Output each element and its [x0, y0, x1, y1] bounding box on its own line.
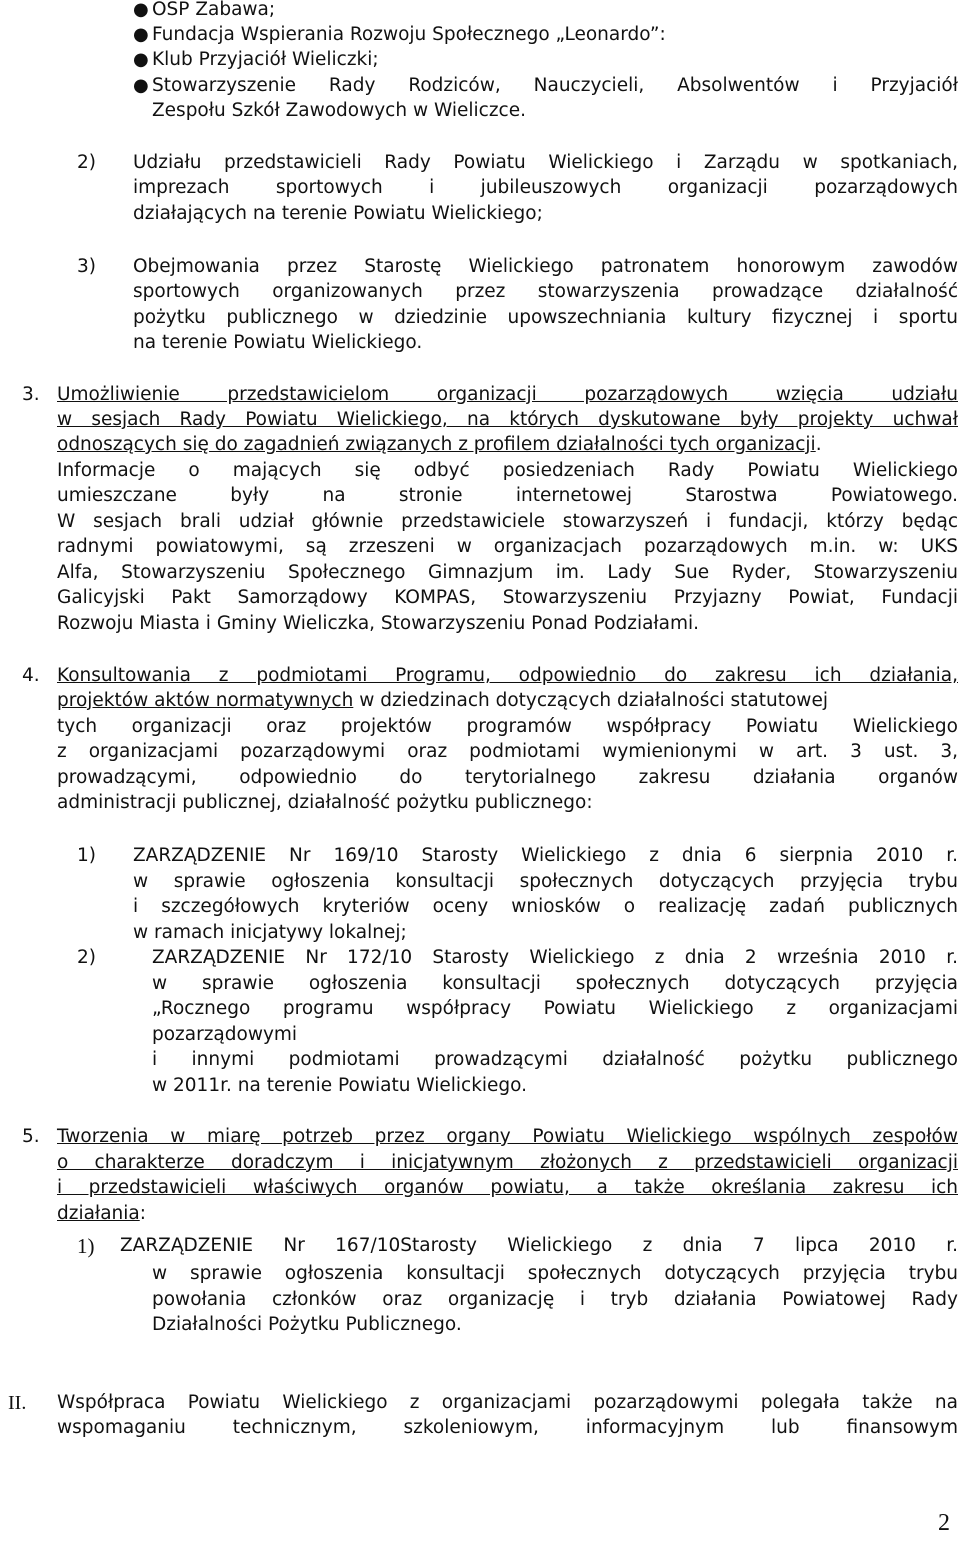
- paragraph-line: na terenie Powiatu Wielickiego.: [133, 332, 423, 353]
- paragraph-line: [57, 1201, 146, 1227]
- paragraph-line: umieszczane były na stronie internetowej Starostwa Powiatowego.: [57, 485, 958, 506]
- paragraph-line: Obejmowania przez Starostę Wielickiego patronatem honorowym zawodów: [133, 256, 958, 277]
- section-number: 4.: [22, 665, 40, 686]
- underlined-line: w sesjach Rady Powiatu Wielickiego, na których dyskutowane były projekty uchwał: [57, 409, 958, 430]
- underlined-text: działania: [57, 1203, 140, 1224]
- underlined-line: i przedstawicieli właściwych organów powiatu, a także określania zakresu ich: [57, 1177, 958, 1198]
- paragraph-line: radnymi powiatowymi, są zrzeszeni w organizacjach pozarządowych m.in. w: UKS: [57, 536, 958, 557]
- paragraph-line: sportowych organizowanych przez stowarzyszenia prowadzące działalność: [133, 281, 958, 302]
- list-item: OSP Zabawa;: [152, 0, 276, 20]
- bullet-icon: ●: [133, 24, 149, 45]
- paragraph-line: [57, 432, 822, 458]
- paragraph-line: Alfa, Stowarzyszeniu Społecznego Gimnazjum im. Lady Sue Ryder, Stowarzyszeniu: [57, 562, 958, 583]
- bullet-icon: ●: [133, 0, 149, 20]
- paragraph-line: prowadzącymi, odpowiednio do terytorialnego zakresu działania organów: [57, 767, 958, 788]
- paragraph-line: z organizacjami pozarządowymi oraz podmiotami wymienionymi w art. 3 ust. 3,: [57, 741, 958, 762]
- underlined-line: Konsultowania z podmiotami Programu, odpowiednio do zakresu ich działania,: [57, 665, 958, 686]
- paragraph-line: pozarządowymi: [152, 1024, 298, 1045]
- paragraph-line: administracji publicznej, działalność pożytku publicznego:: [57, 792, 593, 813]
- punctuation: :: [139, 1203, 146, 1224]
- section-number: II.: [8, 1392, 27, 1414]
- paragraph-line: działających na terenie Powiatu Wielickiego;: [133, 203, 543, 224]
- underlined-text: projektów aktów normatywnych: [57, 690, 354, 711]
- item-number: 2): [77, 947, 96, 968]
- item-number: 1): [77, 845, 96, 866]
- underlined-text: odnoszących się do zagadnień związanych z profilem działalności tych organizacji: [57, 434, 816, 455]
- underlined-line: Tworzenia w miarę potrzeb przez organy Powiatu Wielickiego wspólnych zespołów: [57, 1126, 958, 1147]
- paragraph-line: „Rocznego programu współpracy Powiatu Wielickiego z organizacjami: [152, 998, 958, 1019]
- paragraph-line: pożytku publicznego w dziedzinie upowszechniania kultury fizycznej i sportu: [133, 307, 958, 328]
- paragraph-line: w sprawie ogłoszenia konsultacji społecznych dotyczących przyjęcia trybu: [133, 871, 958, 892]
- paragraph-line: ZARZĄDZENIE Nr 172/10 Starosty Wielickiego z dnia 2 września 2010 r.: [152, 947, 958, 968]
- item-number: 3): [77, 256, 96, 277]
- paragraph-line: tych organizacji oraz projektów programów współpracy Powiatu Wielickiego: [57, 716, 958, 737]
- underlined-line: o charakterze doradczym i inicjatywnym złożonych z przedstawicieli organizacji: [57, 1152, 958, 1173]
- paragraph-line: ZARZĄDZENIE Nr 169/10 Starosty Wielickiego z dnia 6 sierpnia 2010 r.: [133, 845, 958, 866]
- underlined-line: Umożliwienie przedstawicielom organizacji pozarządowych wzięcia udziału: [57, 384, 958, 405]
- paragraph-line: w ramach inicjatywy lokalnej;: [133, 922, 407, 943]
- list-item-continuation: Zespołu Szkół Zawodowych w Wieliczce.: [152, 100, 526, 121]
- bullet-icon: ●: [133, 75, 149, 96]
- list-item: Klub Przyjaciół Wieliczki;: [152, 49, 379, 70]
- paragraph-line: W sesjach brali udział głównie przedstawiciele stowarzyszeń i fundacji, którzy będąc: [57, 511, 958, 532]
- paragraph-line: Działalności Pożytku Publicznego.: [152, 1314, 462, 1335]
- paragraph-line: Galicyjski Pakt Samorządowy KOMPAS, Stowarzyszeniu Przyjazny Powiat, Fundacji: [57, 587, 958, 608]
- paragraph-line: w sprawie ogłoszenia konsultacji społecznych dotyczących przyjęcia trybu: [152, 1263, 958, 1284]
- item-number: 1): [77, 1234, 95, 1258]
- text-rest: w dziedzinach dotyczących działalności statutowej: [353, 690, 828, 711]
- page-number: 2: [938, 1510, 950, 1536]
- paragraph-line: imprezach sportowych i jubileuszowych organizacji pozarządowych: [133, 177, 958, 198]
- paragraph-line: w 2011r. na terenie Powiatu Wielickiego.: [152, 1075, 528, 1096]
- paragraph-line: wspomaganiu technicznym, szkoleniowym, informacyjnym lub finansowym: [57, 1417, 958, 1438]
- paragraph-line: i szczegółowych kryteriów oceny wniosków o realizację zadań publicznych: [133, 896, 958, 917]
- list-item: Fundacja Wspierania Rozwoju Społecznego „Leonardo”:: [152, 24, 666, 45]
- paragraph-line: Informacje o mających się odbyć posiedzeniach Rady Powiatu Wielickiego: [57, 460, 958, 481]
- paragraph-line: powołania członków oraz organizację i tryb działania Powiatowej Rady: [152, 1289, 958, 1310]
- paragraph-line: w sprawie ogłoszenia konsultacji społecznych dotyczących przyjęcia: [152, 973, 958, 994]
- paragraph-line: ZARZĄDZENIE Nr 167/10Starosty Wielickiego z dnia 7 lipca 2010 r.: [120, 1235, 958, 1256]
- paragraph-line: Współpraca Powiatu Wielickiego z organizacjami pozarządowymi polegała także na: [57, 1392, 958, 1413]
- item-number: 2): [77, 152, 96, 173]
- section-number: 3.: [22, 384, 40, 405]
- paragraph-line: Rozwoju Miasta i Gminy Wieliczka, Stowarzyszeniu Ponad Podziałami.: [57, 613, 700, 634]
- paragraph-line: [57, 688, 958, 714]
- paragraph-line: i innymi podmiotami prowadzącymi działalność pożytku publicznego: [152, 1049, 958, 1070]
- list-item: Stowarzyszenie Rady Rodziców, Nauczycieli, Absolwentów i Przyjaciół: [152, 75, 958, 96]
- paragraph-line: Udziału przedstawicieli Rady Powiatu Wielickiego i Zarządu w spotkaniach,: [133, 152, 958, 173]
- punctuation: .: [815, 434, 822, 455]
- section-number: 5.: [22, 1126, 40, 1147]
- bullet-icon: ●: [133, 49, 149, 70]
